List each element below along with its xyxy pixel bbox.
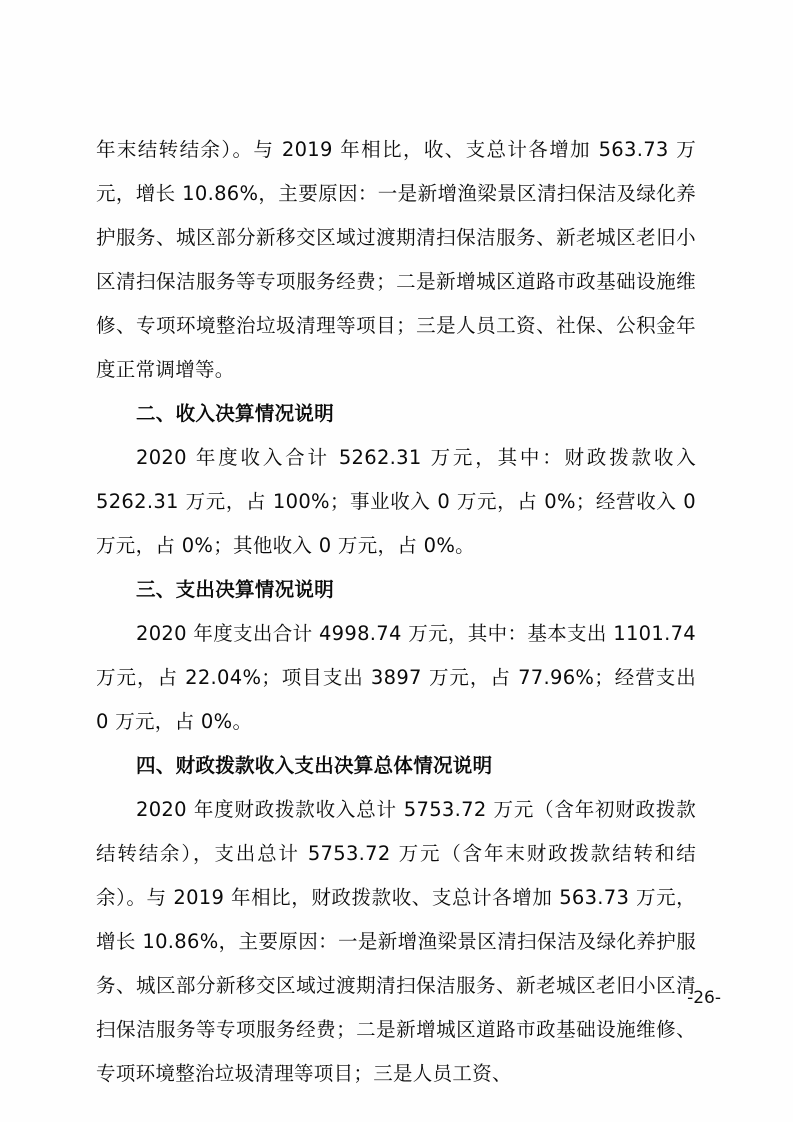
paragraph-income-summary: 2020 年度收入合计 5262.31 万元，其中：财政拨款收入 5262.31 万元，占 100%；事业收入 0 万元，占 0%；经营收入 0 万元，占 0%；其他收入 0 万元，占 0%。 xyxy=(96,446,696,557)
paragraph-continuation: 年末结转结余）。与 2019 年相比，收、支总计各增加 563.73 万元，增长 10.86%，主要原因：一是新增渔梁景区清扫保洁及绿化养护服务、城区部分新移交区域过渡期清扫保洁服务、新老城区老旧小区清扫保洁服务等专项服务经费；二是新增城区道路市政基础设施维修、专项环境整治垃圾清理等项目；三是人员工资、社保、公积金年度正常调增等。 xyxy=(96,138,696,381)
heading-section-two: 二、收入决算情况说明 xyxy=(136,402,335,425)
page-number: -26- xyxy=(687,988,721,1008)
heading-section-four: 四、财政拨款收入支出决算总体情况说明 xyxy=(136,754,493,777)
heading-section-three: 三、支出决算情况说明 xyxy=(136,578,335,601)
paragraph-expense-summary: 2020 年度支出合计 4998.74 万元，其中：基本支出 1101.74 万元，占 22.04%；项目支出 3897 万元，占 77.96%；经营支出 0 万元，占 0%。 xyxy=(96,622,696,733)
document-body xyxy=(96,128,696,1096)
paragraph-fiscal-summary: 2020 年度财政拨款收入总计 5753.72 万元（含年初财政拨款结转结余），支出总计 5753.72 万元（含年末财政拨款结转和结余）。与 2019 年相比，财政拨款收、支总计各增加 563.73 万元，增长 10.86%，主要原因：一是新增渔梁景区清扫保洁及绿化养护服务、城区部分新移交区域过渡期清扫保洁服务、新老城区老旧小区清扫保洁服务等专项服务经费；二是新增城区道路市政基础设施维修、专项环境整治垃圾清理等项目；三是人员工资、 xyxy=(96,798,696,1085)
